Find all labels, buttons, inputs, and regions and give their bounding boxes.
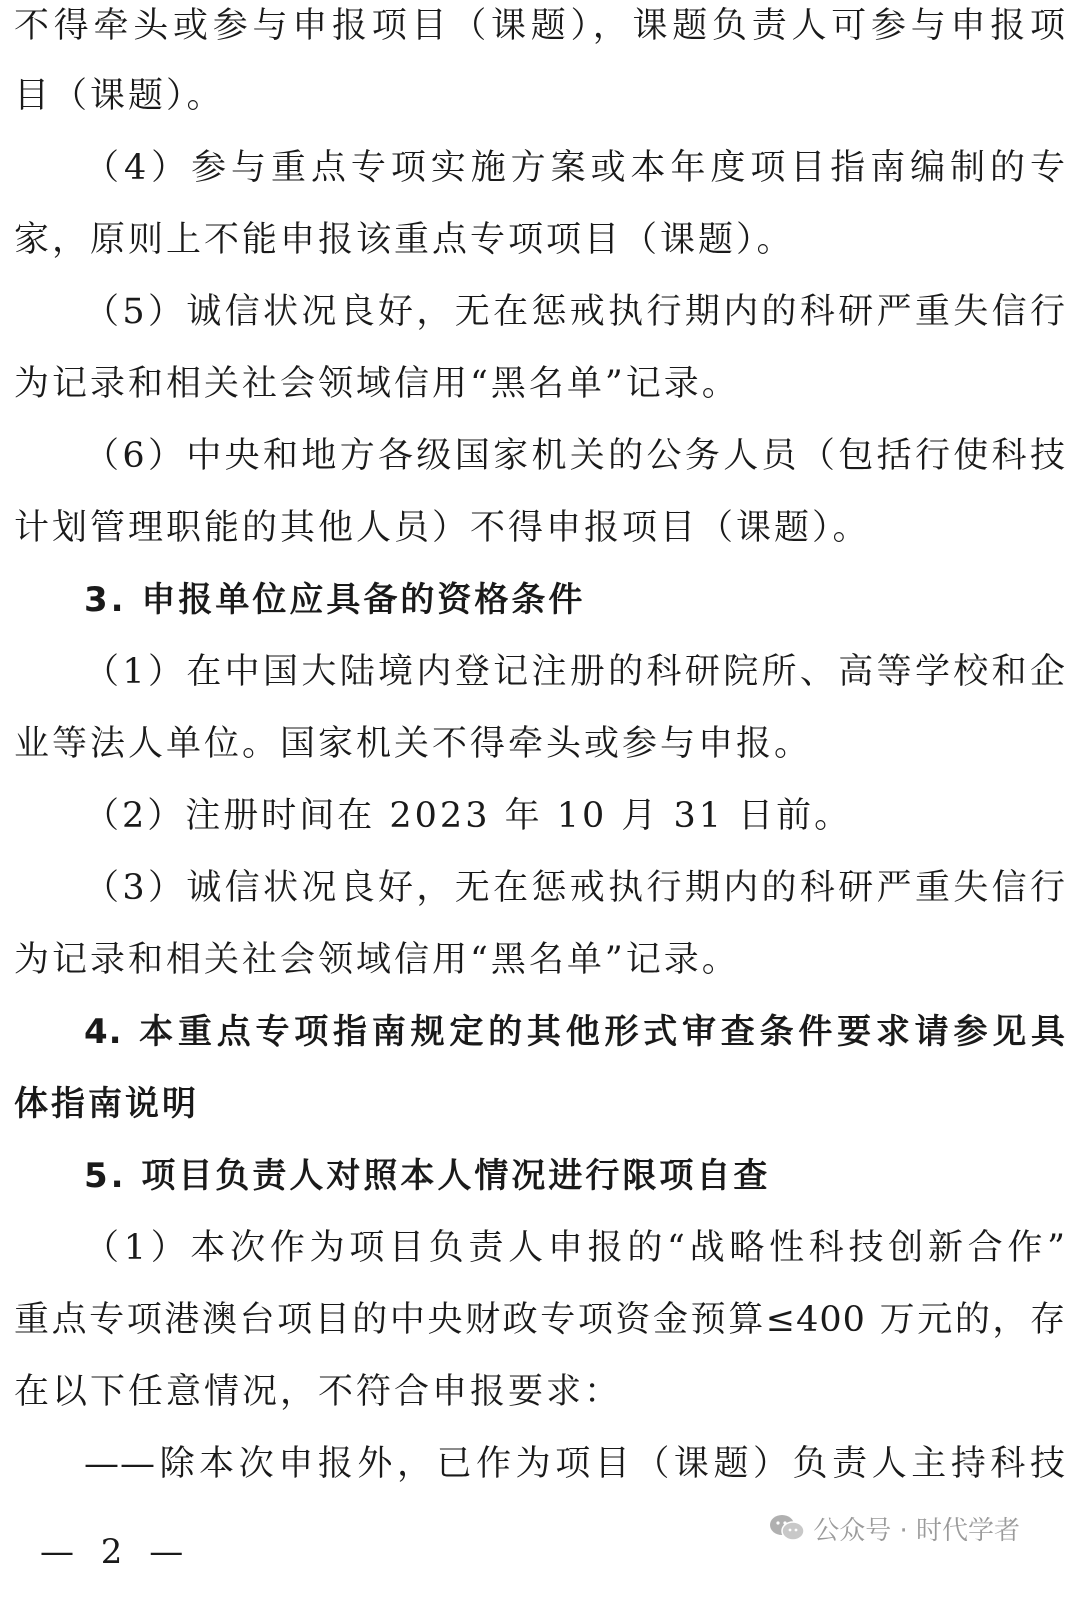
- text-line: 业等法人单位。国家机关不得牵头或参与申报。: [14, 724, 813, 764]
- paragraph-item-4: （4）参与重点专项实施方案或本年度项目指南编制的专: [84, 148, 1066, 188]
- paragraph-item-6: （6）中央和地方各级国家机关的公务人员（包括行使科技: [84, 436, 1066, 476]
- text-line: 重点专项港澳台项目的中央财政专项资金预算≤400 万元的，存: [14, 1300, 1066, 1340]
- text-line: ——除本次申报外，已作为项目（课题）负责人主持科技: [84, 1444, 1066, 1484]
- paragraph-item-5-1: （1）本次作为项目负责人申报的“战略性科技创新合作”: [84, 1228, 1066, 1268]
- section-heading-4-cont: 体指南说明: [14, 1084, 199, 1124]
- text-line: 计划管理职能的其他人员）不得申报项目（课题）。: [14, 508, 871, 548]
- paragraph-item-1: （1）在中国大陆境内登记注册的科研院所、高等学校和企: [84, 652, 1066, 692]
- watermark-text: 公众号 · 时代学者: [813, 1515, 1020, 1546]
- text-line: 家，原则上不能申报该重点专项项目（课题）。: [14, 220, 795, 260]
- paragraph-item-3: （3）诚信状况良好，无在惩戒执行期内的科研严重失信行: [84, 868, 1066, 908]
- text-line: 为记录和相关社会领域信用“黑名单”记录。: [14, 364, 740, 404]
- text-line: 目（课题）。: [14, 76, 225, 116]
- text-line: 在以下任意情况，不符合申报要求：: [14, 1372, 623, 1412]
- page-number: — 2 —: [40, 1532, 192, 1572]
- section-heading-4: 4. 本重点专项指南规定的其他形式审查条件要求请参见具: [84, 1012, 1066, 1052]
- wechat-icon: [769, 1514, 805, 1542]
- paragraph-item-5: （5）诚信状况良好，无在惩戒执行期内的科研严重失信行: [84, 292, 1066, 332]
- text-line: 不得牵头或参与申报项目（课题），课题负责人可参与申报项: [14, 6, 1066, 46]
- watermark: [769, 1508, 1020, 1548]
- text-line: 为记录和相关社会领域信用“黑名单”记录。: [14, 940, 740, 980]
- section-heading-5: 5. 项目负责人对照本人情况进行限项自查: [84, 1156, 771, 1196]
- paragraph-item-2: （2）注册时间在 2023 年 10 月 31 日前。: [84, 796, 853, 836]
- section-heading-3: 3. 申报单位应具备的资格条件: [84, 580, 586, 620]
